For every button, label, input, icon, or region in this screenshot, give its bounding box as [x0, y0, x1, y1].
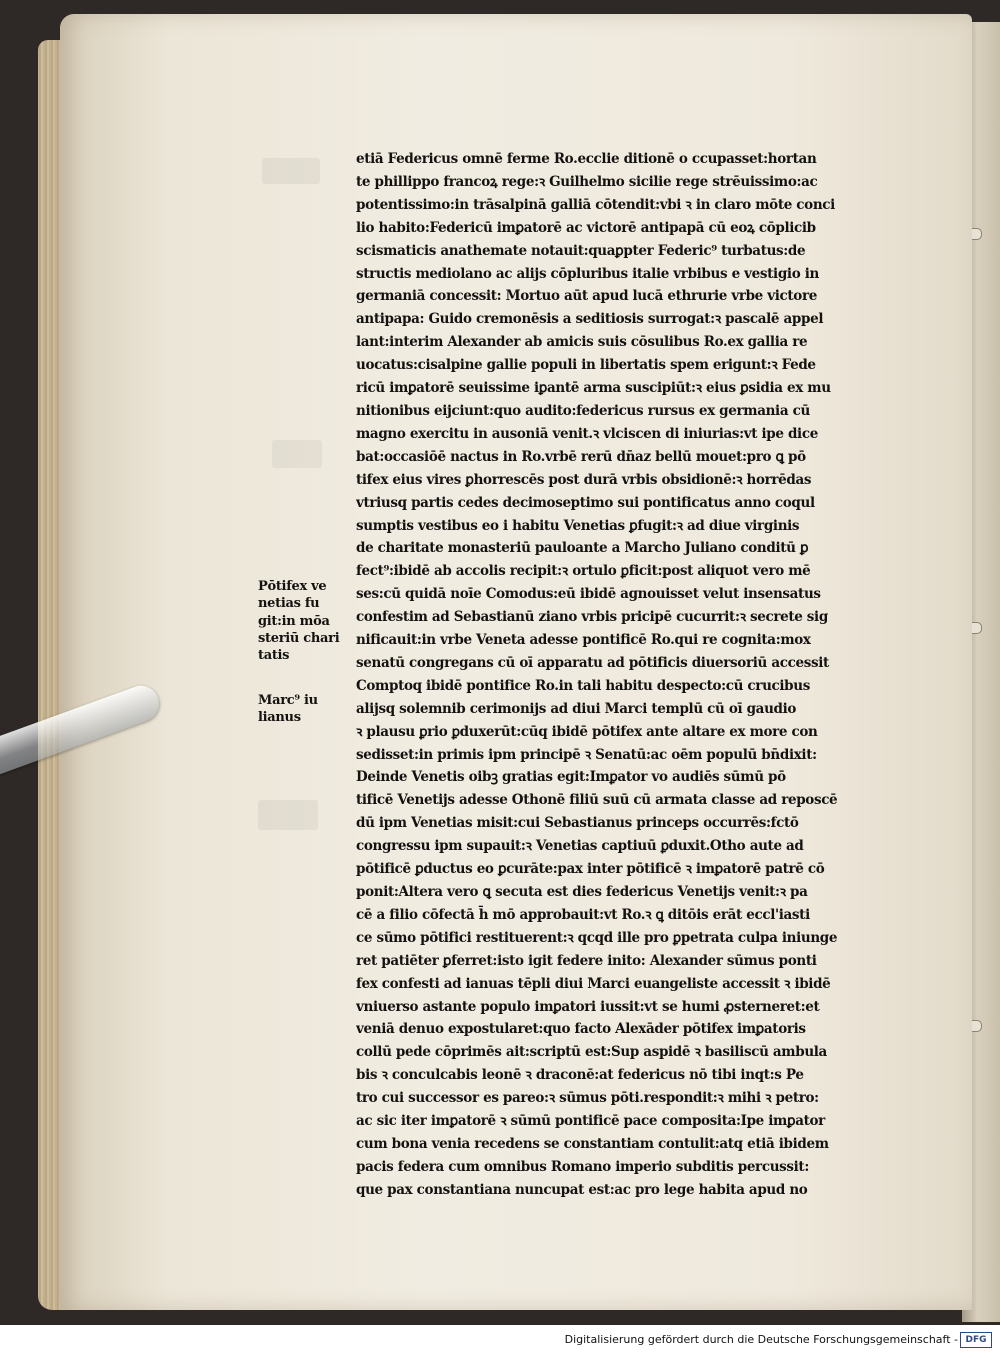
text-line: scismaticis anathemate notauit:quaꝑpter Federic⁹ turbatus:de	[356, 242, 806, 259]
text-line: vtriusq partis cedes decimoseptimo sui pontificatus anno coqul	[356, 494, 815, 511]
text-line: Comptoq ibidē pontifice Ro.in tali habitu despecto:cū crucibus	[356, 677, 810, 694]
margin-note-marcus	[258, 692, 354, 727]
text-line: lio habito:Federicū imꝑatorē ac victorē antipapā cū eoꝝ cōplicib	[356, 219, 816, 236]
text-line: te phillippo francoꝝ rege:ꝛ Guilhelmo sicilie rege strēuissimo:ac	[356, 173, 818, 190]
text-line: tificē Venetijs adesse Othonē filiū suū cū armata classe ad reposcē	[356, 792, 838, 809]
margin-note-line: netias fu	[258, 596, 320, 612]
text-line: tro cui successor es pareo:ꝛ sūmus pōti.respondit:ꝛ mihi ꝛ petro:	[356, 1090, 819, 1107]
text-line: antipapa: Guido cremonēsis a seditiosis surrogat:ꝛ pascalē appel	[356, 311, 824, 328]
text-line: bis ꝛ conculcabis leonē ꝛ draconē:at federicus nō tibi inqt:s Pe	[356, 1067, 804, 1084]
text-line: alijsq solemnib cerimonijs ad diui Marci templū cū oī gaudio	[356, 700, 797, 717]
text-line: fect⁹:ibidē ab accolis recipit:ꝛ ortulo ꝑficit:post aliquot vero mē	[356, 563, 811, 580]
text-line: sedisset:in primis ipm principē ꝛ Senatū:ac oēm populū bn̄dixit:	[356, 746, 817, 763]
margin-note-line: git:in mōa	[258, 613, 330, 629]
text-line: magno exercitu in ausoniā venit.ꝛ vlciscen di iniurias:vt ipe dice	[356, 425, 818, 442]
text-line: senatū congregans cū oī apparatu ad pōtificis diuersoriū accessit	[356, 654, 829, 671]
footer-bar	[0, 1325, 1000, 1353]
margin-note-pontifex	[258, 578, 354, 664]
text-line: germaniā concessit: Mortuo aūt apud lucā ethrurie vrbe victore	[356, 288, 817, 305]
text-line: bat:occasiōē nactus in Ro.vrbē rerū dn̄az bellū mouet:pro ꝗ pō	[356, 448, 806, 465]
text-line: ac sic iter imꝑatorē ꝛ sūmū pontificē pace composita:Ipe imꝑator	[356, 1113, 825, 1130]
text-line: lant:interim Alexander ab amicis suis cōsulibus Ro.ex gallia re	[356, 334, 808, 351]
text-line: potentissimo:in trāsalpinā galliā cōtendit:vbi ꝛ in claro mōte conci	[356, 196, 835, 213]
text-line: vniuerso astante populo imꝑatori iussit:vt se humi ꝓsterneret:et	[356, 998, 820, 1015]
text-line: ce sūmo pōtifici restituerent:ꝛ qcqd ille pro ꝑpetrata culpa iniunge	[356, 929, 838, 946]
margin-note-line: lianus	[258, 710, 301, 726]
text-line: etiā Federicus omnē ferme Ro.ecclie ditionē o ccupasset:hortan	[356, 151, 817, 167]
text-line: ret patiēter ꝑferret:isto igit federe inito: Alexander sūmus ponti	[356, 952, 817, 969]
text-line: dū ipm Venetias misit:cui Sebastianus princeps occurrēs:fctō	[356, 815, 799, 832]
text-line: congressu ipm supauit:ꝛ Venetias captiuū ꝑduxit.Otho aute ad	[356, 838, 804, 855]
show-through-mark	[258, 800, 318, 830]
text-line: ses:cū quidā noīe Comodus:eū ibidē agnouisset velut insensatus	[356, 586, 821, 603]
text-line: tifex eius vires ꝑhorrescēs post durā vrbis obsidionē:ꝛ horrēdas	[356, 471, 812, 488]
margin-note-line: tatis	[258, 648, 290, 664]
show-through-mark	[272, 440, 322, 468]
text-line: cē a filio cōfectā h̄ mō approbauit:vt Ro.ꝛ ꝗ ditōis erāt eccl'iasti	[356, 906, 810, 923]
text-line: cum bona venia recedens se constantiam contulit:atq etiā ibidem	[356, 1135, 829, 1152]
text-line: collū pede cōprimēs ait:scriptū est:Sup aspidē ꝛ basiliscū ambula	[356, 1044, 827, 1061]
text-line: uocatus:cisalpine gallie populi in libertatis spem erigunt:ꝛ Fede	[356, 357, 816, 374]
text-line: pōtificē ꝑductus eo ꝑcurāte:pax inter pōtificē ꝛ imꝑatorē patrē cō	[356, 861, 825, 878]
text-line: confestim ad Sebastianū ziano vrbis pricipē cucurrit:ꝛ secrete sig	[356, 609, 828, 626]
margin-note-line: Marc⁹ iu	[258, 693, 318, 708]
text-line: nificauit:in vrbe Veneta adesse pontificē Ro.qui re cognita:mox	[356, 632, 811, 649]
text-line: ricū imꝑatorē seuissime iꝑantē arma suscipiūt:ꝛ eius ꝑsidia ex mu	[356, 380, 831, 397]
footer-credit: Digitalisierung gefördert durch die Deutsche Forschungsgemeinschaft -	[564, 1333, 958, 1346]
margin-note-line: steriū chari	[258, 630, 340, 646]
text-line: structis mediolano ac alijs cōpluribus italie vrbibus e vestigio in	[356, 265, 819, 282]
text-line: ponit:Altera vero ꝗ secuta est dies federicus Venetijs venit:ꝛ pa	[356, 884, 808, 900]
show-through-mark	[262, 158, 320, 184]
text-line: sumptis vestibus eo i habitu Venetias ꝑfugit:ꝛ ad diue virginis	[356, 517, 800, 534]
text-line: pacis federa cum omnibus Romano imperio subditis percussit:	[356, 1158, 809, 1175]
text-line: ꝛ plausu ꝑrio ꝑduxerūt:cūq ibidē pōtifex ante altare ex more con	[356, 723, 818, 740]
text-line: Deinde Venetis oibꝫ gratias egit:Imꝑator vo audiēs sūmū pō	[356, 769, 786, 786]
text-line: veniā denuo expostularet:quo facto Alexāder pōtifex imꝑatoris	[356, 1021, 806, 1038]
text-line: nitionibus eijciunt:quo audito:federicus rursus ex germania cū	[356, 402, 810, 419]
dfg-logo: DFG	[960, 1332, 992, 1348]
text-line: fex confesti ad ianuas tēpli diui Marci euangeliste accessit ꝛ ibidē	[356, 975, 831, 992]
main-text-block	[356, 148, 916, 1202]
text-line: de charitate monasteriū pauloante a Marcho Juliano conditū ꝑ	[356, 540, 809, 557]
text-line: que pax constantiana nuncupat est:ac pro lege habita apud no	[356, 1181, 808, 1198]
margin-note-line: Pōtifex ve	[258, 579, 327, 594]
